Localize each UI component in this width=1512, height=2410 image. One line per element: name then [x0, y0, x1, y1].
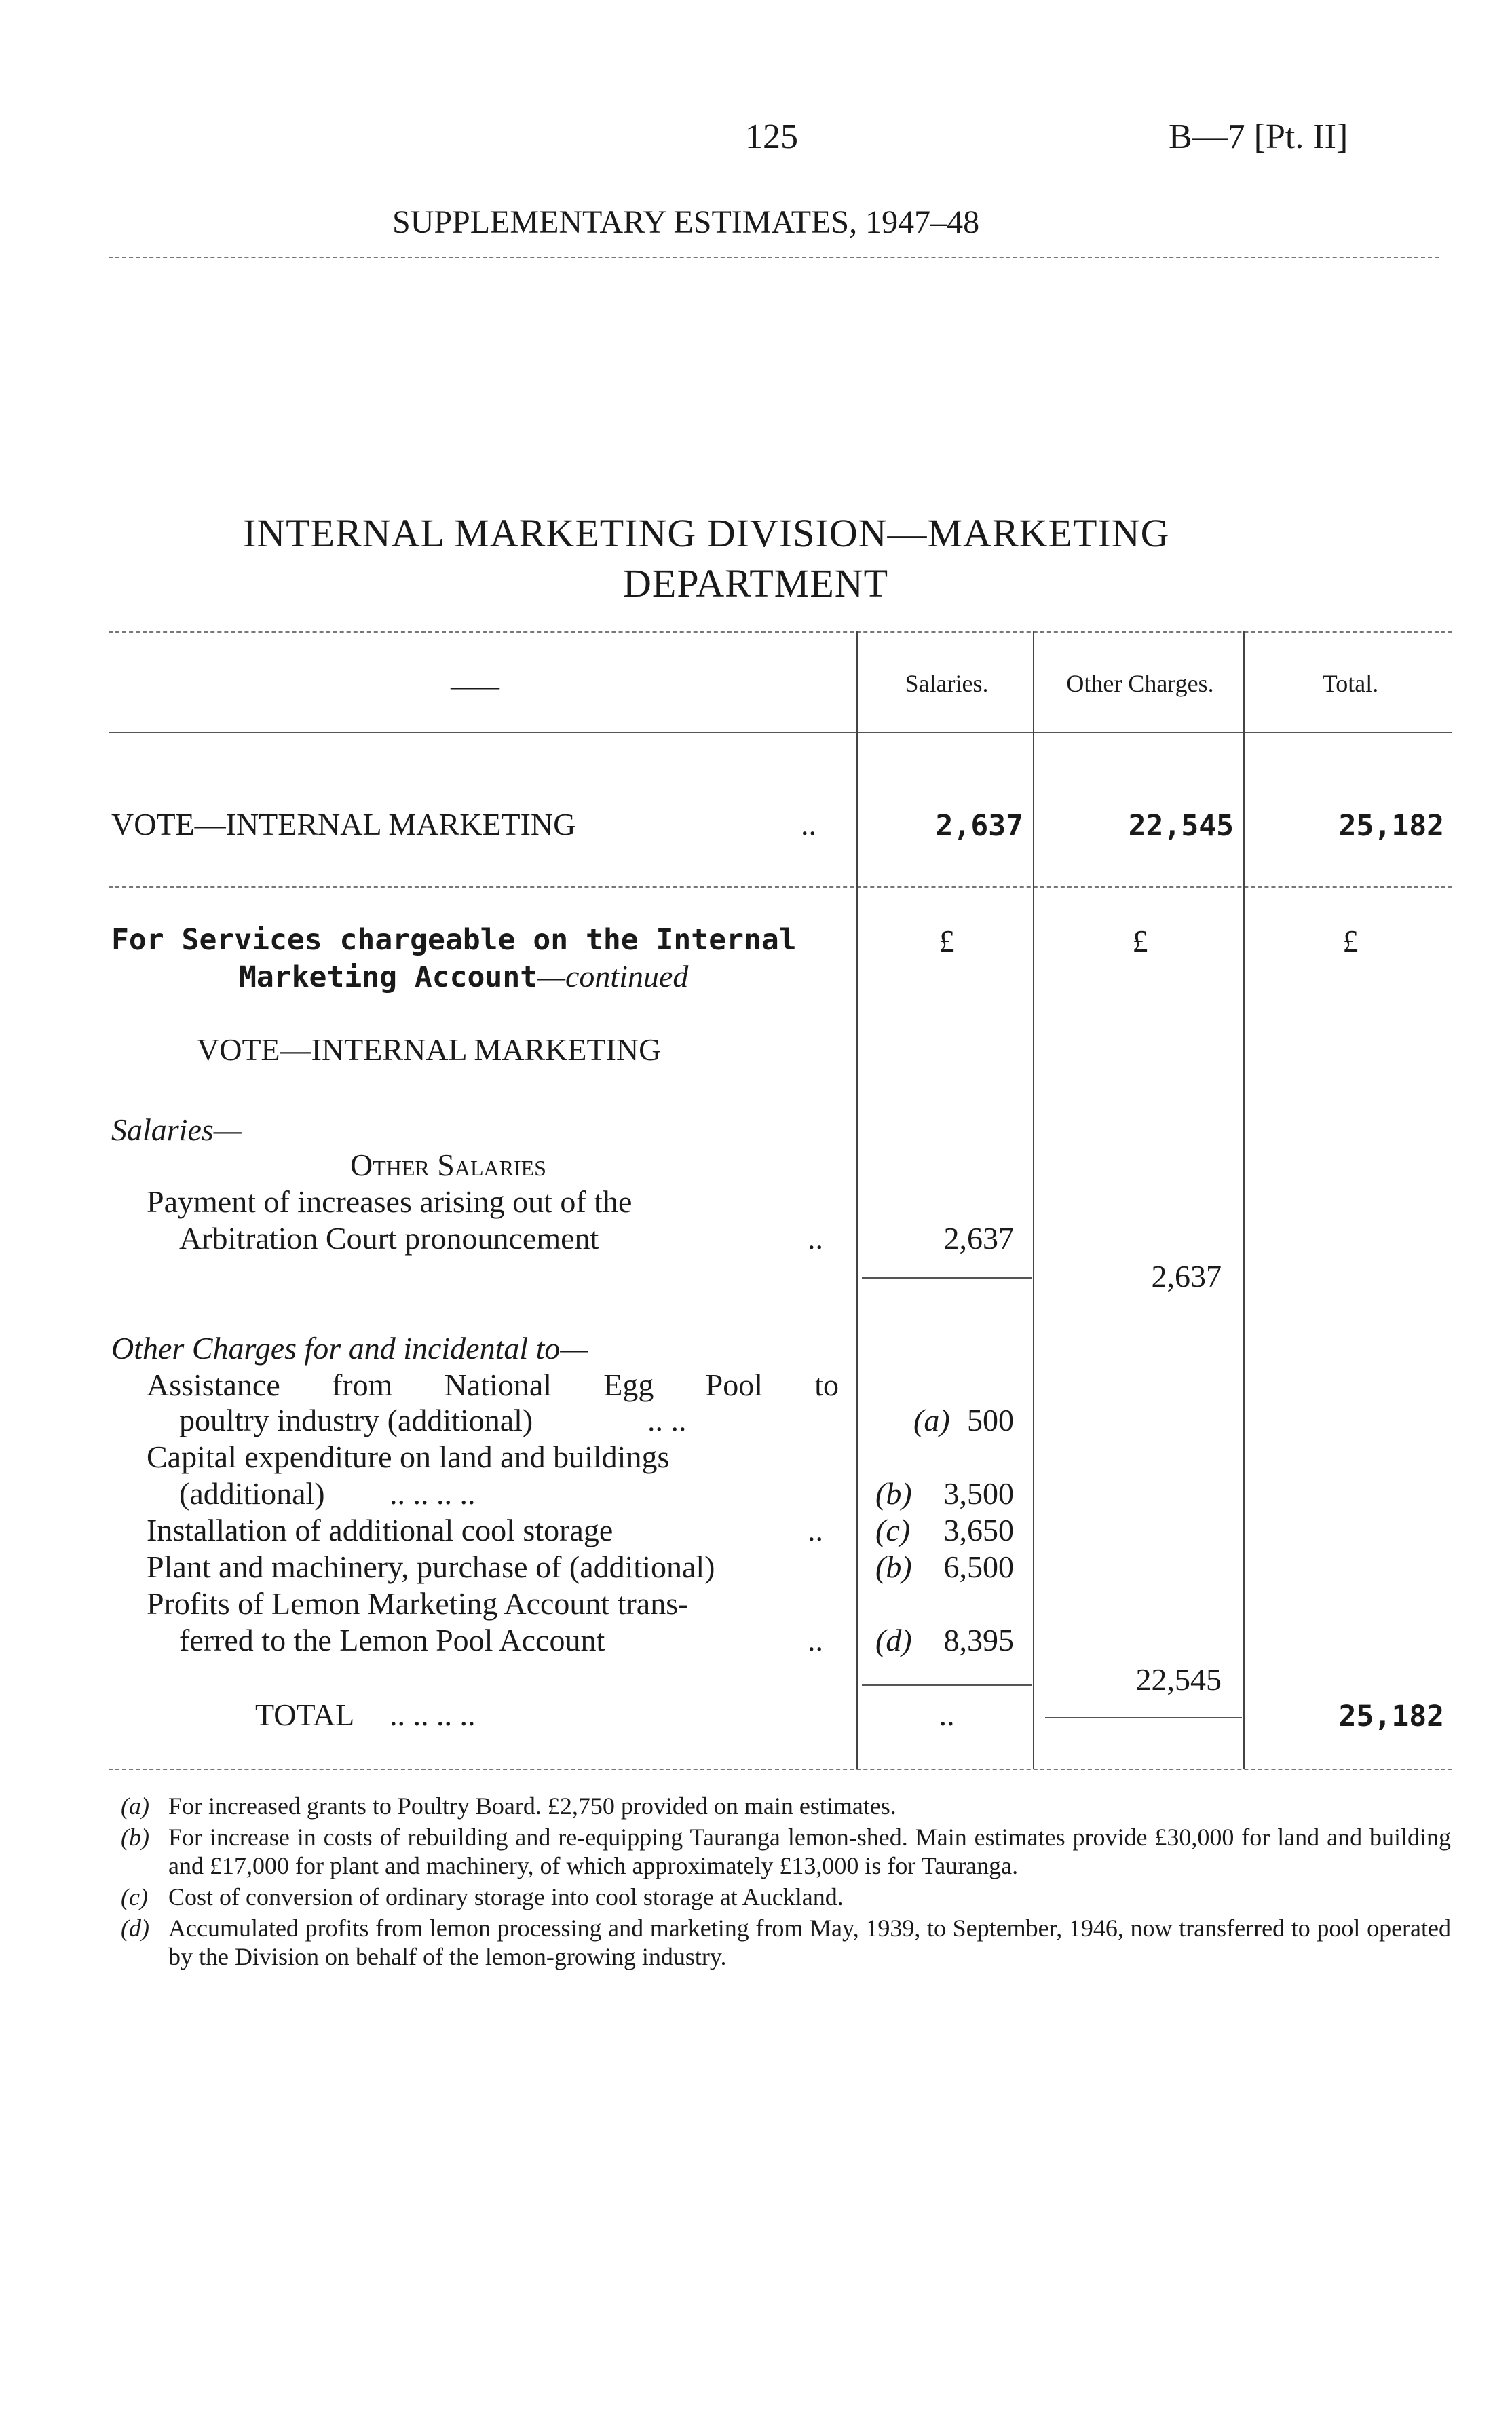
vote-summary-label: VOTE—INTERNAL MARKETING — [111, 807, 576, 842]
salary-item-line2: Arbitration Court pronouncement — [179, 1221, 599, 1256]
footnote-a-mark: (a) — [121, 1792, 149, 1820]
services-heading-account: Marketing Account — [239, 960, 538, 994]
charge-item-5-note: (d) — [875, 1623, 912, 1657]
total-dots: .. .. .. .. — [390, 1697, 476, 1732]
services-heading-continued: —continued — [537, 959, 689, 994]
charge-item-2-dots: .. .. .. .. — [390, 1476, 476, 1511]
vote-summary-total: 25,182 — [1338, 809, 1444, 843]
column-head-salaries: Salaries. — [905, 670, 989, 697]
footnote-b-text: For increase in costs of rebuilding and re-equipping Tauranga lemon-shed. Main estimates provide £30,000 for land and building and £17,000 for plant and machinery, of which approximately £13,000 is for Tauranga. — [168, 1824, 1451, 1879]
charge-item-2-amount: 3,500 — [943, 1476, 1014, 1511]
charge-item-4-note: (b) — [875, 1549, 912, 1584]
document-reference: B—7 [Pt. II] — [1169, 117, 1348, 156]
salaries-label: Salaries— — [111, 1112, 242, 1147]
charges-subtotal-rule — [862, 1684, 1032, 1686]
page-number: 125 — [745, 117, 798, 156]
vote-summary-other-charges: 22,545 — [1128, 809, 1234, 843]
footnote-d-text: Accumulated profits from lemon processing and marketing from May, 1939, to September, 1946, now transferred to pool operated by the Division on behalf of the lemon-growing industry. — [168, 1915, 1451, 1970]
footnote-a-text: For increased grants to Poultry Board. £2,750 provided on main estimates. — [168, 1792, 896, 1820]
blank-column-head: —— — [451, 673, 499, 700]
other-salaries-label: Other Salaries — [350, 1148, 546, 1182]
column-divider-3 — [1243, 631, 1245, 1769]
charge-item-4-line1: Plant and machinery, purchase of (additional) — [147, 1549, 715, 1584]
charge-item-5-line1: Profits of Lemon Marketing Account trans- — [147, 1586, 689, 1621]
charge-item-3-dots: .. — [808, 1513, 823, 1547]
salary-subtotal-rule — [862, 1277, 1032, 1279]
currency-salaries: £ — [939, 924, 955, 958]
salary-item-line1: Payment of increases arising out of the — [147, 1184, 632, 1219]
summary-rule — [109, 886, 1452, 888]
charge-item-1-note: (a) — [913, 1403, 950, 1437]
services-heading: For Services chargeable on the Internal — [111, 923, 797, 957]
charge-item-1-line2: poultry industry (additional) — [179, 1403, 533, 1437]
charge-item-5-dots: .. — [808, 1623, 823, 1657]
footnote-b — [121, 1823, 1451, 1880]
charge-item-1-dots: .. .. — [647, 1403, 687, 1437]
column-head-other-charges: Other Charges. — [1066, 670, 1214, 697]
footnote-a — [121, 1792, 1451, 1820]
table-header-rule — [109, 732, 1452, 733]
footnote-d — [121, 1914, 1451, 1971]
footnote-d-mark: (d) — [121, 1915, 149, 1942]
charge-item-1-line1: Assistance from National Egg Pool to — [147, 1368, 839, 1402]
charge-item-3-note: (c) — [875, 1513, 911, 1547]
footnote-c-text: Cost of conversion of ordinary storage into cool storage at Auckland. — [168, 1883, 844, 1910]
charge-item-1-amount: 500 — [967, 1403, 1014, 1437]
header-rule — [109, 257, 1439, 258]
vote-summary-salaries: 2,637 — [935, 809, 1023, 843]
charge-item-4-amount: 6,500 — [943, 1549, 1014, 1584]
section-title-line2: DEPARTMENT — [623, 561, 889, 605]
vote-heading: VOTE—INTERNAL MARKETING — [197, 1032, 662, 1067]
running-title: SUPPLEMENTARY ESTIMATES, 1947–48 — [392, 204, 980, 240]
table-top-rule — [109, 631, 1452, 633]
section-title-line1: INTERNAL MARKETING DIVISION—MARKETING — [243, 511, 1170, 555]
total-salaries-dots: .. — [939, 1697, 955, 1732]
charge-item-2-line1: Capital expenditure on land and buildings — [147, 1439, 670, 1474]
salary-item-amount: 2,637 — [943, 1221, 1014, 1256]
footnote-b-mark: (b) — [121, 1824, 149, 1851]
charge-item-5-line2: ferred to the Lemon Pool Account — [179, 1623, 605, 1657]
salary-subtotal: 2,637 — [1151, 1259, 1222, 1294]
charge-item-3-line1: Installation of additional cool storage — [147, 1513, 613, 1547]
column-divider-1 — [856, 631, 858, 1769]
vote-summary-dots: .. — [801, 807, 816, 842]
column-head-total: Total. — [1322, 670, 1379, 697]
total-rule — [1045, 1717, 1242, 1718]
total-label: TOTAL — [255, 1697, 355, 1732]
charge-item-3-amount: 3,650 — [943, 1513, 1014, 1547]
charge-item-2-line2: (additional) — [179, 1476, 325, 1511]
column-divider-2 — [1033, 631, 1034, 1769]
footnote-c-mark: (c) — [121, 1883, 148, 1910]
currency-other-charges: £ — [1132, 924, 1148, 958]
footnotes — [121, 1792, 1451, 1971]
total-amount: 25,182 — [1338, 1699, 1444, 1733]
services-heading-line2 — [239, 958, 688, 994]
charges-subtotal: 22,545 — [1135, 1662, 1222, 1697]
table-bottom-rule — [109, 1769, 1452, 1770]
footnote-c — [121, 1883, 1451, 1911]
salary-item-dots: .. — [808, 1221, 823, 1256]
charge-item-2-note: (b) — [875, 1476, 912, 1511]
charge-item-5-amount: 8,395 — [943, 1623, 1014, 1657]
other-charges-label: Other Charges for and incidental to— — [111, 1331, 588, 1366]
currency-total: £ — [1342, 924, 1359, 958]
